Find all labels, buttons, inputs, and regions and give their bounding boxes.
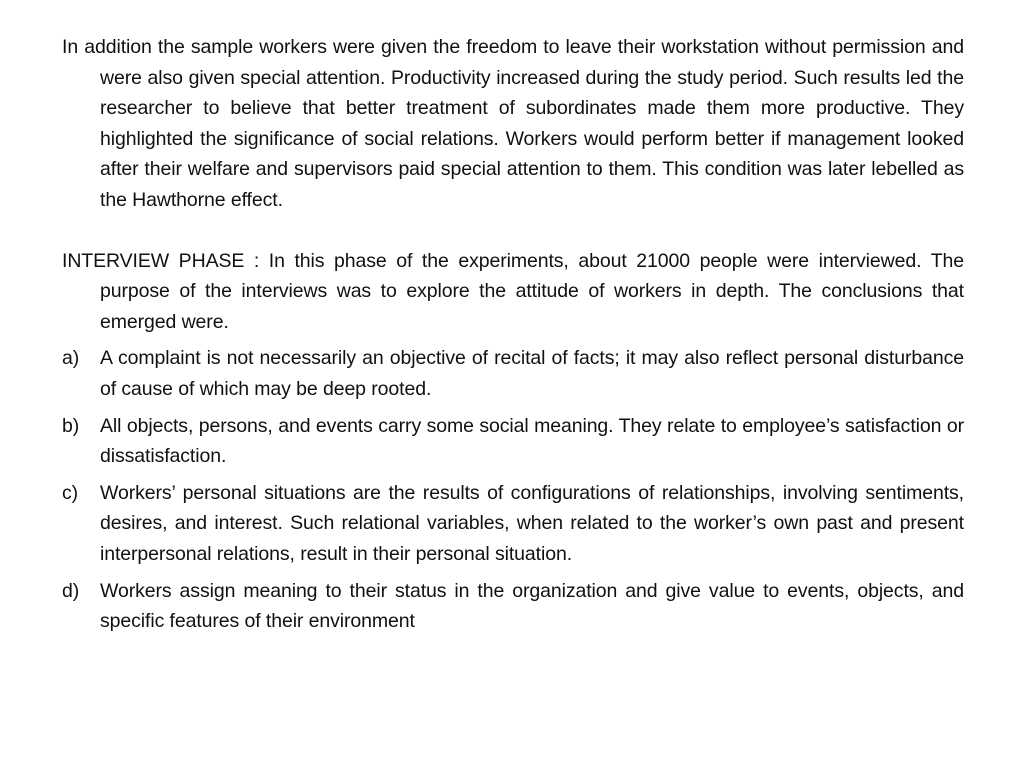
list-marker: d) [62,579,80,602]
list-marker: c) [62,481,79,504]
conclusions-list [62,343,964,636]
list-item [62,576,964,637]
interview-phase-paragraph: INTERVIEW PHASE : In this phase of the experiments, about 21000 people were interviewed. The purpose of the interviews was to explore the attitude of workers in depth. The conclusions that emerged were. [62,249,964,333]
intro-paragraph: In addition the sample workers were given the freedom to leave their workstation without permission and were also given special attention. Productivity increased during the study period. Such results led the researcher to believe that better treatment of subordinates made them more productive. They highlighted the significance of social relations. Workers would perform better if management looked after their welfare and supervisors paid special attention to them. This condition was later lebelled as the Hawthorne effect. [62,36,964,211]
list-item [62,478,964,570]
list-item-text: Workers assign meaning to their status in the organization and give value to events, objects, and specific features of their environment [100,579,964,633]
list-item-text: All objects, persons, and events carry some social meaning. They relate to employee’s satisfaction or dissatisfaction. [100,414,964,468]
list-item-text: Workers’ personal situations are the results of configurations of relationships, involving sentiments, desires, and interest. Such relational variables, when related to the worker’s own past and present interpersonal relations, result in their personal situation. [100,481,964,565]
list-marker: a) [62,347,80,370]
list-item [62,343,964,404]
list-marker: b) [62,414,80,437]
list-item-text: A complaint is not necessarily an objective of recital of facts; it may also reflect personal disturbance of cause of which may be deep rooted. [100,347,964,400]
list-item [62,411,964,472]
slide-content [62,32,964,643]
